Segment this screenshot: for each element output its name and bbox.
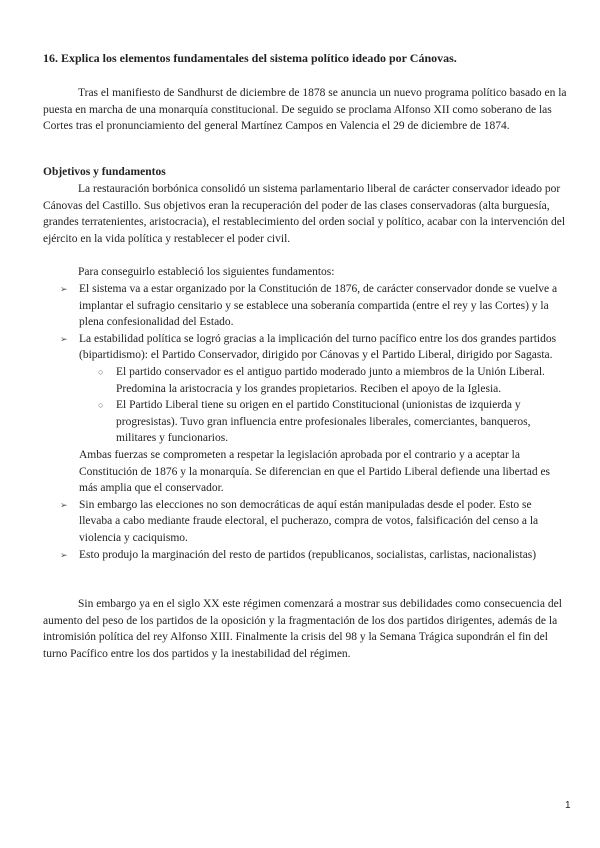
objectives-text: La restauración borbónica consolidó un sistema parlamentario liberal de carácter conservador ideado por Cánovas del Castillo. Sus objetivos eran la recuperación del poder de las clases conservadoras (alta burguesía, grandes terratenientes, aristocracia), el restablecimiento del orden social y político, acabar con la intervención del ejército en la vida política y restablecer el poder civil. (43, 183, 566, 245)
list-item (60, 281, 565, 331)
arrow-bullet-icon: ➢ (60, 499, 68, 510)
conclusion-text: Sin embargo ya en el siglo XX este régimen comenzará a mostrar sus debilidades como consecuencia del aumento del peso de los partidos de la oposición y la fragmentación de los dos partidos dirigentes, además de la intromisión política del rey Alfonso XIII. Finalmente la crisis del 98 y la Semana Trágica supondrán el fin del turno Pacífico entre los dos partidos y la inestabilidad del régimen. (43, 598, 562, 660)
bullet-text: El sistema va a estar organizado por la Constitución de 1876, de carácter conservador donde se vuelve a implantar el sufragio censitario y se establece una soberanía compartida (entre el rey y las Cortes) y la plena confesionalidad del Estado. (79, 283, 558, 329)
intro-paragraph (43, 85, 568, 135)
list-item (60, 547, 565, 564)
page-title: 16. Explica los elementos fundamentales del sistema político ideado por Cánovas. (43, 51, 457, 65)
arrow-bullet-icon: ➢ (60, 333, 68, 344)
bullet-text: Sin embargo las elecciones no son democráticas de aquí están manipuladas desde el poder. Esto se llevaba a cabo mediante fraude electoral, el pucherazo, compra de votos, falsificación del censo a la violencia y caciquismo. (79, 498, 539, 544)
sub-list-item (98, 364, 565, 397)
list-continuation (60, 447, 565, 497)
bullet-text: La estabilidad política se logró gracias a la implicación del turno pacífico entre los dos grandes partidos (bipartidismo): el Partido Conservador, dirigido por Cánovas y el Partido Liberal, dirigido por Sagasta. (79, 332, 557, 362)
bullet-text: Esto produjo la marginación del resto de partidos (republicanos, socialistas, carlistas, nacionalistas) (79, 548, 537, 561)
list-item (60, 497, 565, 547)
objectives-paragraph (43, 181, 568, 247)
conclusion-paragraph (43, 596, 568, 662)
fundamentos-intro-text: Para conseguirlo estableció los siguientes fundamentos: (78, 266, 335, 278)
fundamentos-list (60, 281, 565, 563)
fundamentos-intro (43, 264, 568, 281)
sub-bullet-text: El partido conservador es el antiguo partido moderado junto a miembros de la Unión Liberal. Predomina la aristocracia y los grandes propietarios. Reciben el apoyo de la Iglesia. (116, 365, 545, 395)
intro-text: Tras el manifiesto de Sandhurst de diciembre de 1878 se anuncia un nuevo programa político basado en la puesta en marcha de una monarquía constitucional. De seguido se proclama Alfonso XII como soberano de las Cortes tras el pronunciamiento del general Martínez Campos en Valencia el 29 de diciembre de 1874. (43, 87, 567, 133)
circle-bullet-icon: ○ (98, 400, 104, 411)
arrow-bullet-icon: ➢ (60, 549, 68, 560)
list-item (60, 331, 565, 364)
sub-list-item (98, 397, 565, 447)
continuation-text: Ambas fuerzas se comprometen a respetar la legislación aprobada por el contrario y a aceptar la Constitución de 1876 y la monarquía. Se diferencian en que el Partido Liberal defiende una libertad es más amplia que el conservador. (79, 448, 551, 495)
sub-bullet-text: El Partido Liberal tiene su origen en el partido Constitucional (unionistas de izquierda y progresistas). Tuvo gran influencia entre profesionales liberales, comerciantes, banqueros, militares y funcionarios. (116, 399, 531, 445)
page-number: 1 (565, 800, 571, 811)
arrow-bullet-icon: ➢ (60, 284, 68, 294)
party-sub-list (60, 364, 565, 447)
sub-list-container (60, 364, 565, 447)
section-heading: Objetivos y fundamentos (43, 166, 166, 178)
circle-bullet-icon: ○ (98, 366, 104, 377)
